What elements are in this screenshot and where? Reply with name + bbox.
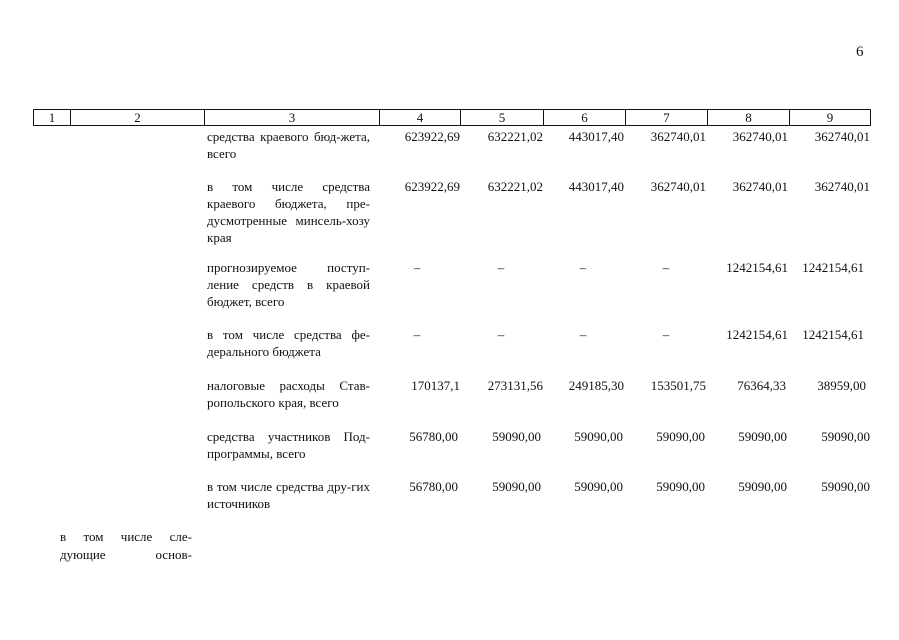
row-6-value-4: 56780,00 [409,479,458,494]
table-header-row [33,109,871,126]
row-6-value-6: 59090,00 [574,479,623,494]
row-1-value-9: 362740,01 [814,179,870,194]
row-1-value-5: 632221,02 [487,179,543,194]
row-2-value-9: 1242154,61 [802,260,864,275]
row-label-forecast-revenue: прогнозируемое поступ-ление средств в краевой бюджет, всего [207,260,370,309]
row-label-participants-funds: средства участников Под-программы, всего [207,429,370,461]
row-5-value-8: 59090,00 [738,429,787,444]
row-5-value-4: 56780,00 [409,429,458,444]
row-3-value-9: 1242154,61 [802,327,864,342]
row-label-other-sources: в том числе средства дру-гих источников [207,479,370,511]
row-5-value-7: 59090,00 [656,429,705,444]
row-label-regional-budget-total: средства краевого бюд-жета, всего [207,129,370,161]
header-cell-7: 7 [625,109,708,126]
row-5-value-9: 59090,00 [821,429,870,444]
row-3-value-4: – [413,327,421,342]
header-cell-2: 2 [70,109,205,126]
row-3-value-5: – [497,327,505,342]
row-1-value-7: 362740,01 [650,179,706,194]
row-0-value-4: 623922,69 [404,129,460,144]
row-2-value-8: 1242154,61 [726,260,788,275]
row-1-value-8: 362740,01 [732,179,788,194]
row-0-value-8: 362740,01 [732,129,788,144]
row-2-value-4: – [413,260,421,275]
row-0-value-6: 443017,40 [568,129,624,144]
row-3-value-8: 1242154,61 [726,327,788,342]
row-3-value-6: – [579,327,587,342]
row-3-value-7: – [662,327,670,342]
row-4-value-5: 273131,56 [487,378,543,393]
header-cell-6: 6 [543,109,626,126]
row-0-value-7: 362740,01 [650,129,706,144]
row-4-value-4: 170137,1 [411,378,460,393]
row-5-value-6: 59090,00 [574,429,623,444]
row-1-value-6: 443017,40 [568,179,624,194]
row-2-value-7: – [662,260,670,275]
row-5-value-5: 59090,00 [492,429,541,444]
row-6-value-8: 59090,00 [738,479,787,494]
row-6-value-7: 59090,00 [656,479,705,494]
header-cell-8: 8 [707,109,790,126]
row-4-value-8: 76364,33 [737,378,786,393]
header-cell-3: 3 [204,109,380,126]
row-2-value-5: – [497,260,505,275]
row-0-value-9: 362740,01 [814,129,870,144]
row-label-federal-budget: в том числе средства фе-дерального бюджета [207,327,370,359]
row-4-value-6: 249185,30 [568,378,624,393]
row-label-regional-budget-ministry: в том числе средства краевого бюджета, пре-дусмотренные минсель-хозу края [207,179,370,245]
header-cell-9: 9 [789,109,871,126]
bottom-note: в том числе сле-дующие основ- [60,529,192,562]
page-number: 6 [856,44,864,60]
row-1-value-4: 623922,69 [404,179,460,194]
row-label-tax-expenditures: налоговые расходы Став-ропольского края, всего [207,378,370,410]
header-cell-5: 5 [460,109,544,126]
row-6-value-9: 59090,00 [821,479,870,494]
row-2-value-6: – [579,260,587,275]
row-4-value-9: 38959,00 [817,378,866,393]
header-cell-1: 1 [33,109,71,126]
row-4-value-7: 153501,75 [650,378,706,393]
row-0-value-5: 632221,02 [487,129,543,144]
header-cell-4: 4 [379,109,461,126]
row-6-value-5: 59090,00 [492,479,541,494]
